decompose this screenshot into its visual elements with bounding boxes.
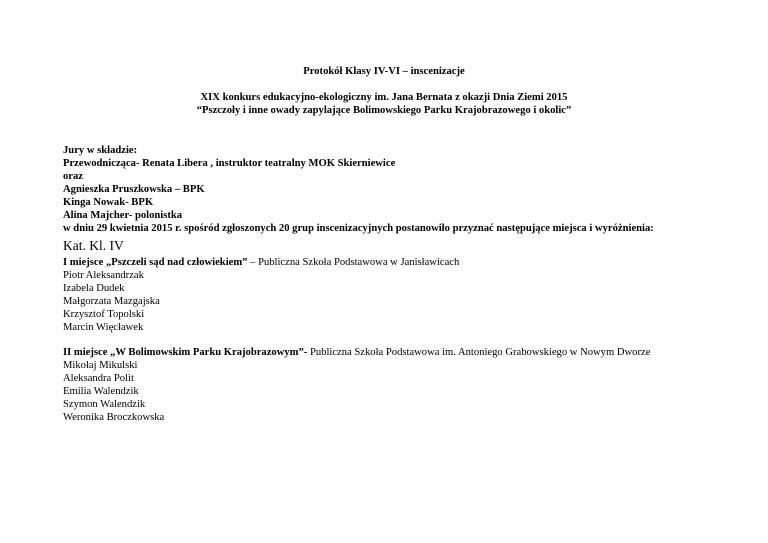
student-name: Szymon Walendzik — [63, 399, 146, 410]
category-heading: Kat. Kl. IV — [63, 238, 124, 253]
student-name: Marcin Więcławek — [63, 322, 144, 333]
student-name: Izabela Dudek — [63, 283, 125, 294]
contest-theme: “Pszczoły i inne owady zapylające Bolimowskiego Parku Krajobrazowego i okolic” — [196, 105, 572, 116]
student-name: Krzysztof Topolski — [63, 309, 145, 320]
place-line — [63, 346, 753, 359]
jury-chair: Przewodnicząca- Renata Libera , instruktor teatralny MOK Skierniewice — [63, 158, 396, 169]
jury-member: Alina Majcher- polonistka — [63, 210, 183, 221]
jury-section — [63, 144, 753, 235]
place-school: Publiczna Szkoła Podstawowa im. Antoniego Grabowskiego w Nowym Dworze — [307, 347, 651, 358]
student-name: Piotr Aleksandrzak — [63, 270, 144, 281]
jury-intro: Jury w składzie: — [63, 145, 138, 156]
first-place-section — [63, 256, 753, 334]
jury-member: Agnieszka Pruszkowska – BPK — [63, 184, 205, 195]
contest-line: XIX konkurs edukacyjno-ekologiczny im. Jana Bernata z okazji Dnia Ziemi 2015 — [200, 92, 568, 103]
place-label: I miejsce „Pszczeli sąd nad człowiekiem” — [63, 257, 248, 268]
jury-member: Kinga Nowak- BPK — [63, 197, 154, 208]
second-place-section — [63, 346, 753, 424]
jury-and: oraz — [63, 171, 83, 182]
place-school: – Publiczna Szkoła Podstawowa w Janisławicach — [247, 257, 460, 268]
student-name: Mikołaj Mikulski — [63, 360, 138, 371]
student-name: Weronika Broczkowska — [63, 412, 165, 423]
student-name: Aleksandra Polit — [63, 373, 134, 384]
student-name: Małgorzata Mazgajska — [63, 296, 160, 307]
document-title: Protokół Klasy IV-VI – inscenizacje — [303, 66, 465, 77]
student-name: Emilia Walendzik — [63, 386, 139, 397]
place-label: II miejsce „W Bolimowskim Parku Krajobrazowym”- — [63, 347, 308, 358]
place-line — [63, 256, 753, 269]
jury-decision: w dniu 29 kwietnia 2015 r. spośród zgłoszonych 20 grup inscenizacyjnych postanowiło przyznać następujące miejsca i wyróżnienia: — [63, 223, 654, 234]
